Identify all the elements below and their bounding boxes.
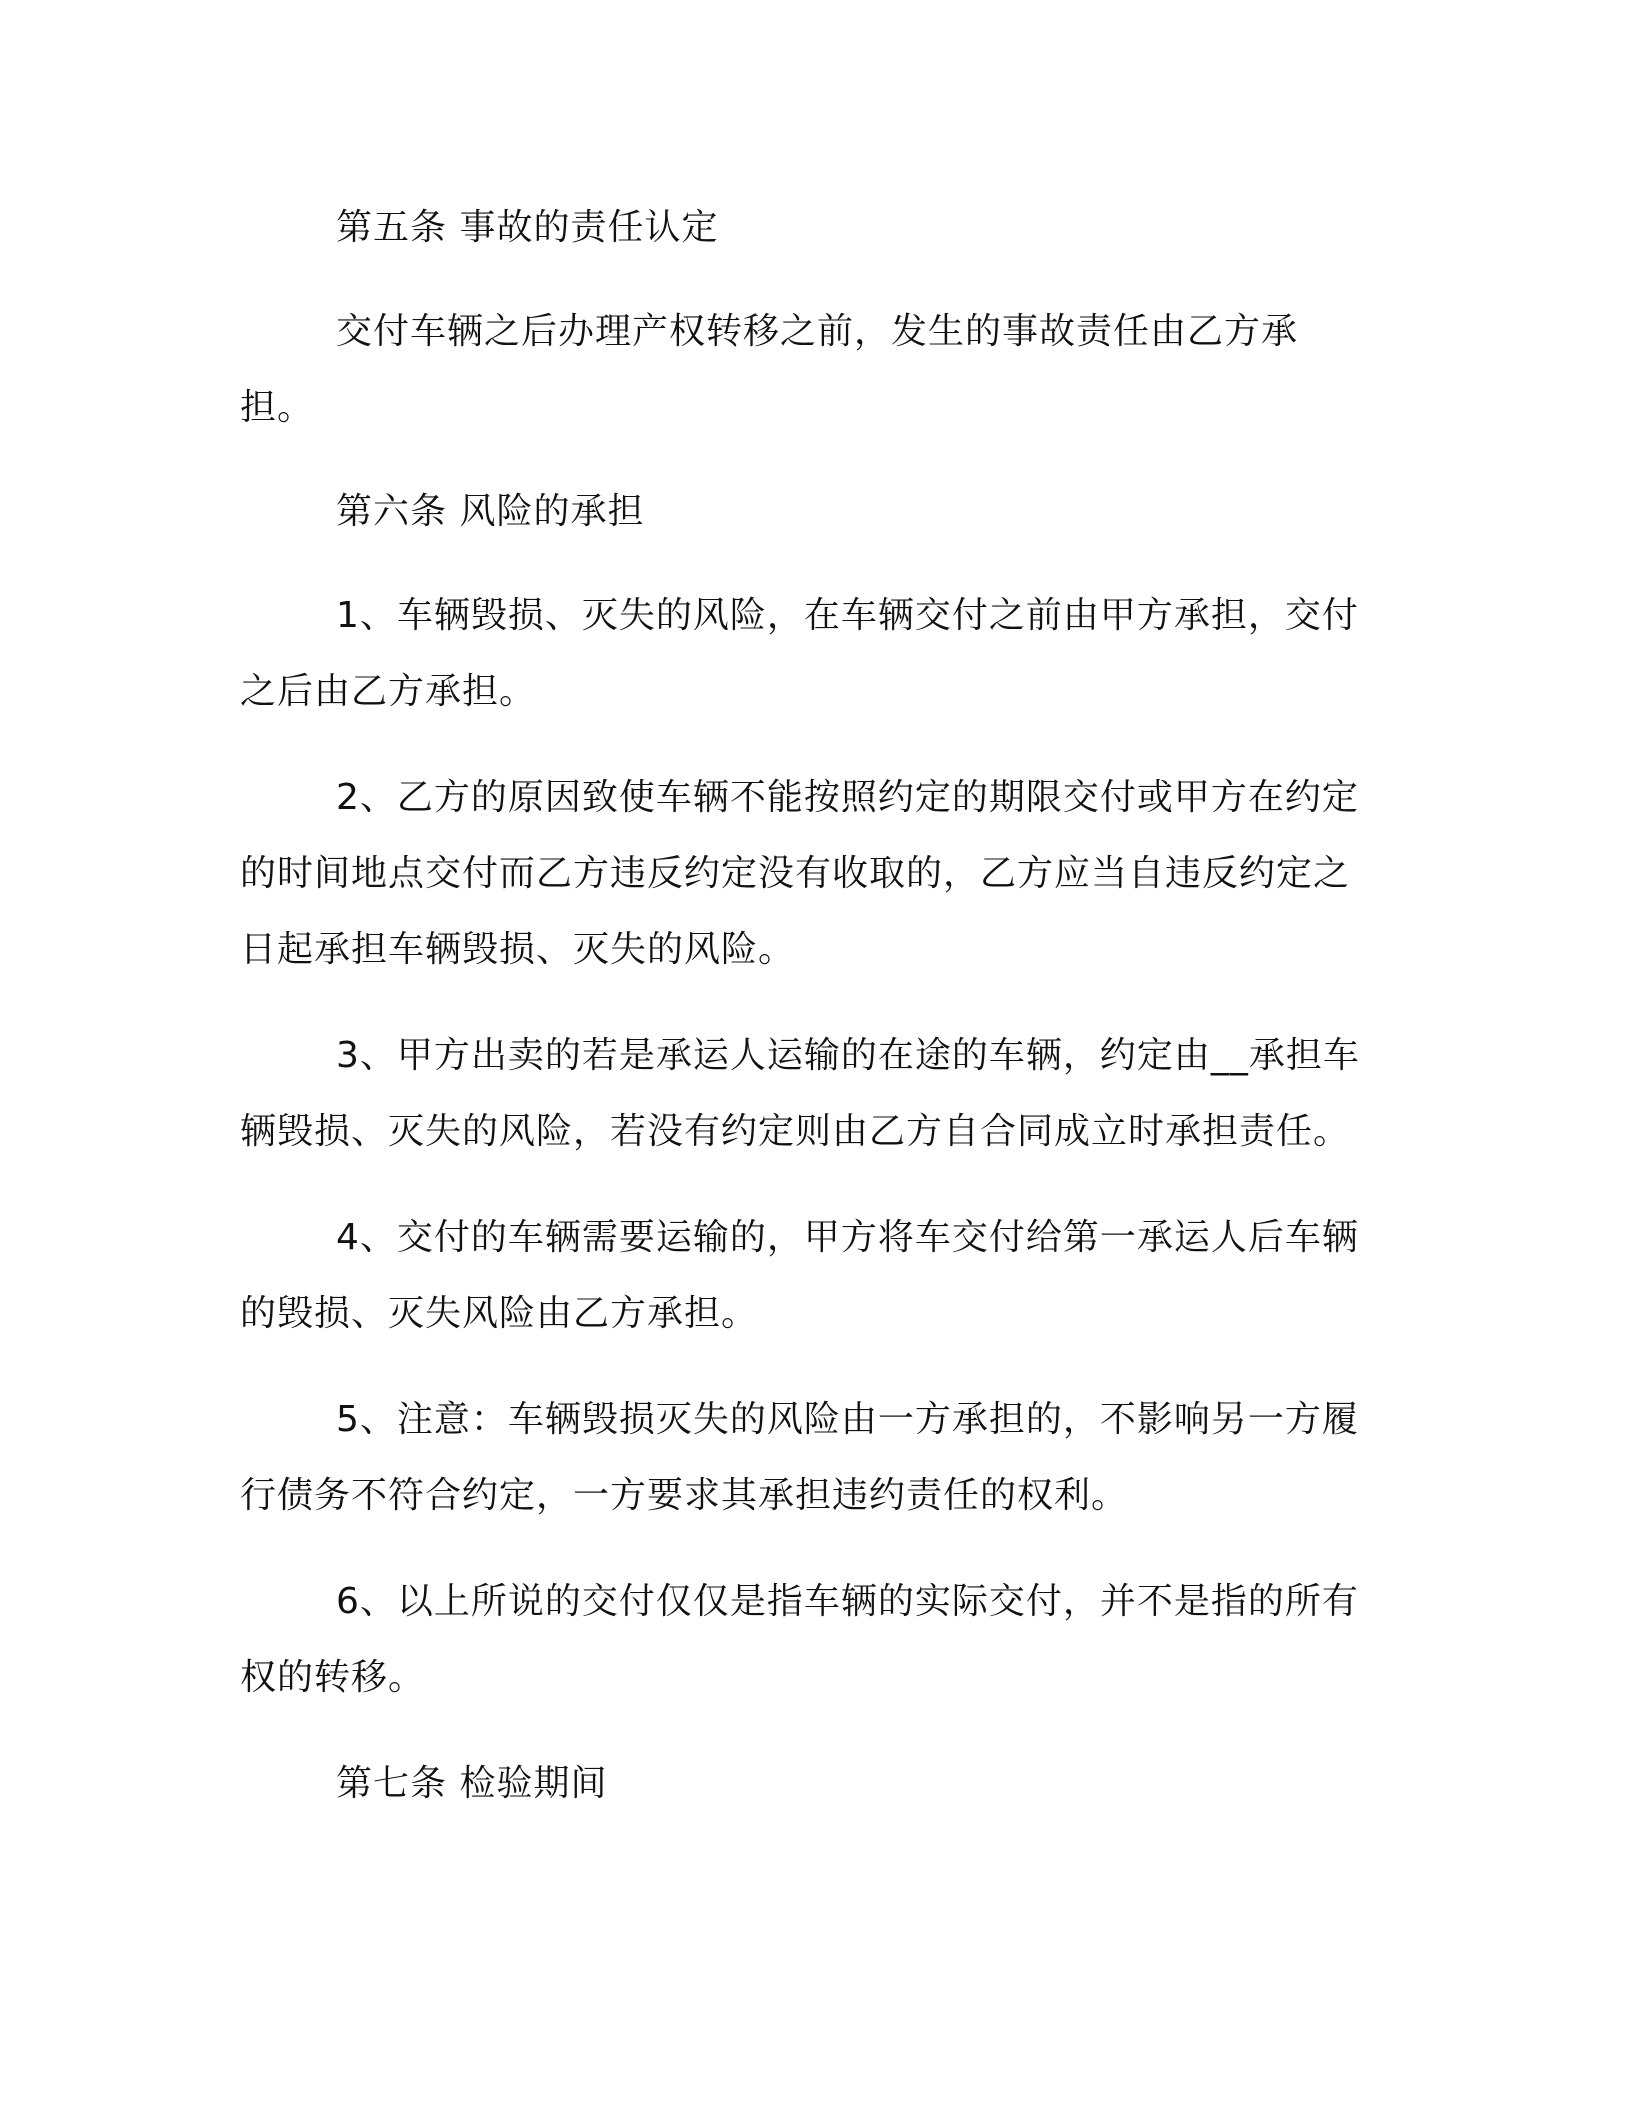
section-5-body: 交付车辆之后办理产权转移之前，发生的事故责任由乙方承担。 [240,311,1299,428]
section-6-heading: 第六条 风险的承担 [336,491,645,532]
section-6-item-4: 4、交付的车辆需要运输的，甲方将车交付给第一承运人后车辆的毁损、灭失风险由乙方承担。 [240,1217,1359,1334]
section-6-item-6: 6、以上所说的交付仅仅是指车辆的实际交付，并不是指的所有权的转移。 [240,1581,1359,1698]
section-7-heading: 第七条 检验期间 [336,1763,608,1804]
section-6-item-2: 2、乙方的原因致使车辆不能按照约定的期限交付或甲方在约定的时间地点交付而乙方违反约定没有收取的，乙方应当自违反约定之日起承担车辆毁损、灭失的风险。 [240,777,1359,970]
section-5-heading: 第五条 事故的责任认定 [336,207,719,248]
section-6-item-1: 1、车辆毁损、灭失的风险，在车辆交付之前由甲方承担，交付之后由乙方承担。 [240,595,1359,712]
section-6-item-5: 5、注意：车辆毁损灭失的风险由一方承担的，不影响另一方履行债务不符合约定，一方要求其承担违约责任的权利。 [240,1399,1359,1516]
section-6-item-3: 3、甲方出卖的若是承运人运输的在途的车辆，约定由__承担车辆毁损、灭失的风险，若没有约定则由乙方自合同成立时承担责任。 [240,1035,1360,1152]
document-content [240,190,1370,1822]
